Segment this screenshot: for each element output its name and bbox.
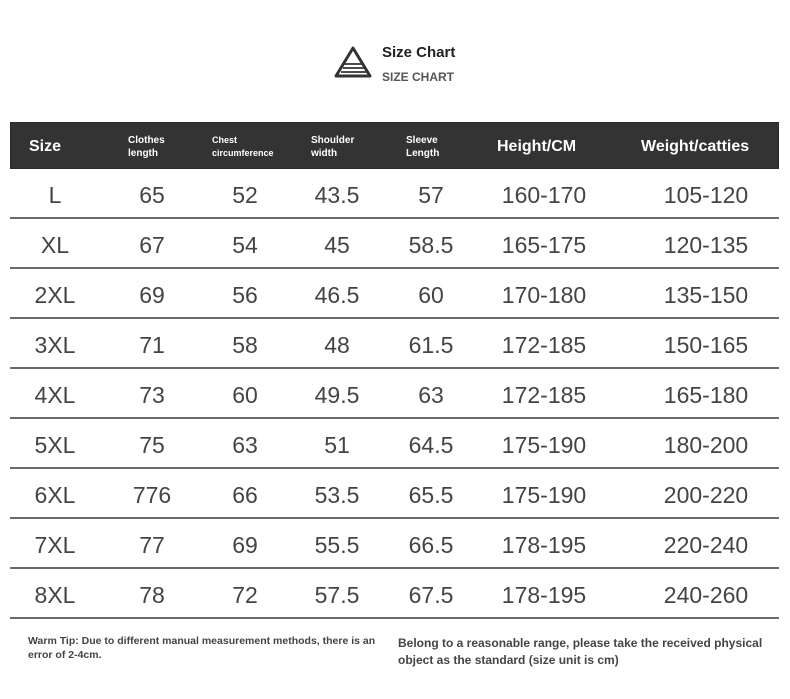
cell-clothes-length: 776 [132, 482, 172, 508]
table-body [10, 169, 779, 619]
cell-chest: 63 [232, 432, 258, 458]
cell-weight: 120-135 [663, 232, 749, 258]
cell-clothes-length: 67 [139, 232, 165, 258]
cell-weight: 220-240 [663, 532, 749, 558]
table-row [10, 369, 779, 419]
size-chart-table [10, 122, 779, 619]
header-size: Size [29, 137, 62, 155]
cell-shoulder: 55.5 [314, 532, 360, 558]
cell-height: 170-180 [501, 282, 587, 308]
cell-sleeve: 58.5 [408, 232, 454, 258]
cell-weight: 165-180 [663, 382, 749, 408]
cell-clothes-length: 69 [139, 282, 165, 308]
cell-size: 2XL [34, 282, 76, 308]
page-subtitle: SIZE CHART [382, 70, 454, 84]
header-sleeve-length: Sleeve Length [406, 134, 440, 159]
cell-sleeve: 60 [418, 282, 444, 308]
cell-shoulder: 51 [324, 432, 350, 458]
header-weight: Weight/catties [641, 137, 750, 155]
warm-tip-note: Warm Tip: Due to different manual measurement methods, there is an error of 2-4cm. [28, 635, 376, 661]
cell-weight: 240-260 [663, 582, 749, 608]
table-row [10, 569, 779, 619]
cell-size: L [48, 182, 62, 208]
cell-clothes-length: 78 [139, 582, 165, 608]
cell-size: 7XL [34, 532, 76, 558]
cell-weight: 105-120 [663, 182, 749, 208]
measurement-standard-note: Belong to a reasonable range, please take the received physical object as the standard (size unit is cm) [398, 636, 763, 667]
cell-sleeve: 61.5 [408, 332, 454, 358]
cell-shoulder: 49.5 [314, 382, 360, 408]
cell-sleeve: 57 [418, 182, 444, 208]
cell-chest: 72 [232, 582, 258, 608]
cell-shoulder: 43.5 [314, 182, 360, 208]
cell-shoulder: 53.5 [314, 482, 360, 508]
cell-clothes-length: 65 [139, 182, 165, 208]
page-title: Size Chart [382, 44, 456, 61]
cell-sleeve: 63 [418, 382, 444, 408]
cell-weight: 135-150 [663, 282, 749, 308]
cell-height: 175-190 [501, 432, 587, 458]
cell-shoulder: 57.5 [314, 582, 360, 608]
cell-clothes-length: 75 [139, 432, 165, 458]
cell-height: 175-190 [501, 482, 587, 508]
cell-weight: 180-200 [663, 432, 749, 458]
hanger-triangle-icon [334, 45, 372, 79]
cell-height: 160-170 [501, 182, 587, 208]
cell-height: 165-175 [501, 232, 587, 258]
cell-chest: 52 [232, 182, 258, 208]
cell-chest: 54 [232, 232, 258, 258]
cell-shoulder: 46.5 [314, 282, 360, 308]
cell-height: 178-195 [501, 582, 587, 608]
table-row [10, 169, 779, 219]
cell-size: 3XL [34, 332, 76, 358]
table-row [10, 469, 779, 519]
cell-height: 178-195 [501, 532, 587, 558]
cell-weight: 200-220 [663, 482, 749, 508]
header-chest-circumference: Chest circumference [212, 134, 274, 158]
table-header [10, 122, 779, 169]
cell-size: 5XL [34, 432, 76, 458]
cell-shoulder: 48 [324, 332, 350, 358]
table-row [10, 219, 779, 269]
chart-title-block [334, 42, 534, 92]
cell-sleeve: 66.5 [408, 532, 454, 558]
cell-chest: 58 [232, 332, 258, 358]
cell-chest: 56 [232, 282, 258, 308]
header-height: Height/CM [497, 137, 577, 155]
cell-size: XL [40, 232, 70, 258]
cell-size: 6XL [34, 482, 76, 508]
cell-shoulder: 45 [324, 232, 350, 258]
header-clothes-length: Clothes length [128, 134, 165, 159]
table-row [10, 519, 779, 569]
cell-chest: 60 [232, 382, 258, 408]
cell-size: 4XL [34, 382, 76, 408]
cell-height: 172-185 [501, 332, 587, 358]
cell-clothes-length: 73 [139, 382, 165, 408]
cell-size: 8XL [34, 582, 76, 608]
table-row [10, 419, 779, 469]
cell-sleeve: 65.5 [408, 482, 454, 508]
cell-sleeve: 64.5 [408, 432, 454, 458]
table-row [10, 319, 779, 369]
table-row [10, 269, 779, 319]
cell-weight: 150-165 [663, 332, 749, 358]
header-shoulder-width: Shoulder width [311, 134, 355, 159]
cell-chest: 66 [232, 482, 258, 508]
cell-clothes-length: 77 [139, 532, 165, 558]
cell-clothes-length: 71 [139, 332, 165, 358]
cell-chest: 69 [232, 532, 258, 558]
cell-sleeve: 67.5 [408, 582, 454, 608]
cell-height: 172-185 [501, 382, 587, 408]
